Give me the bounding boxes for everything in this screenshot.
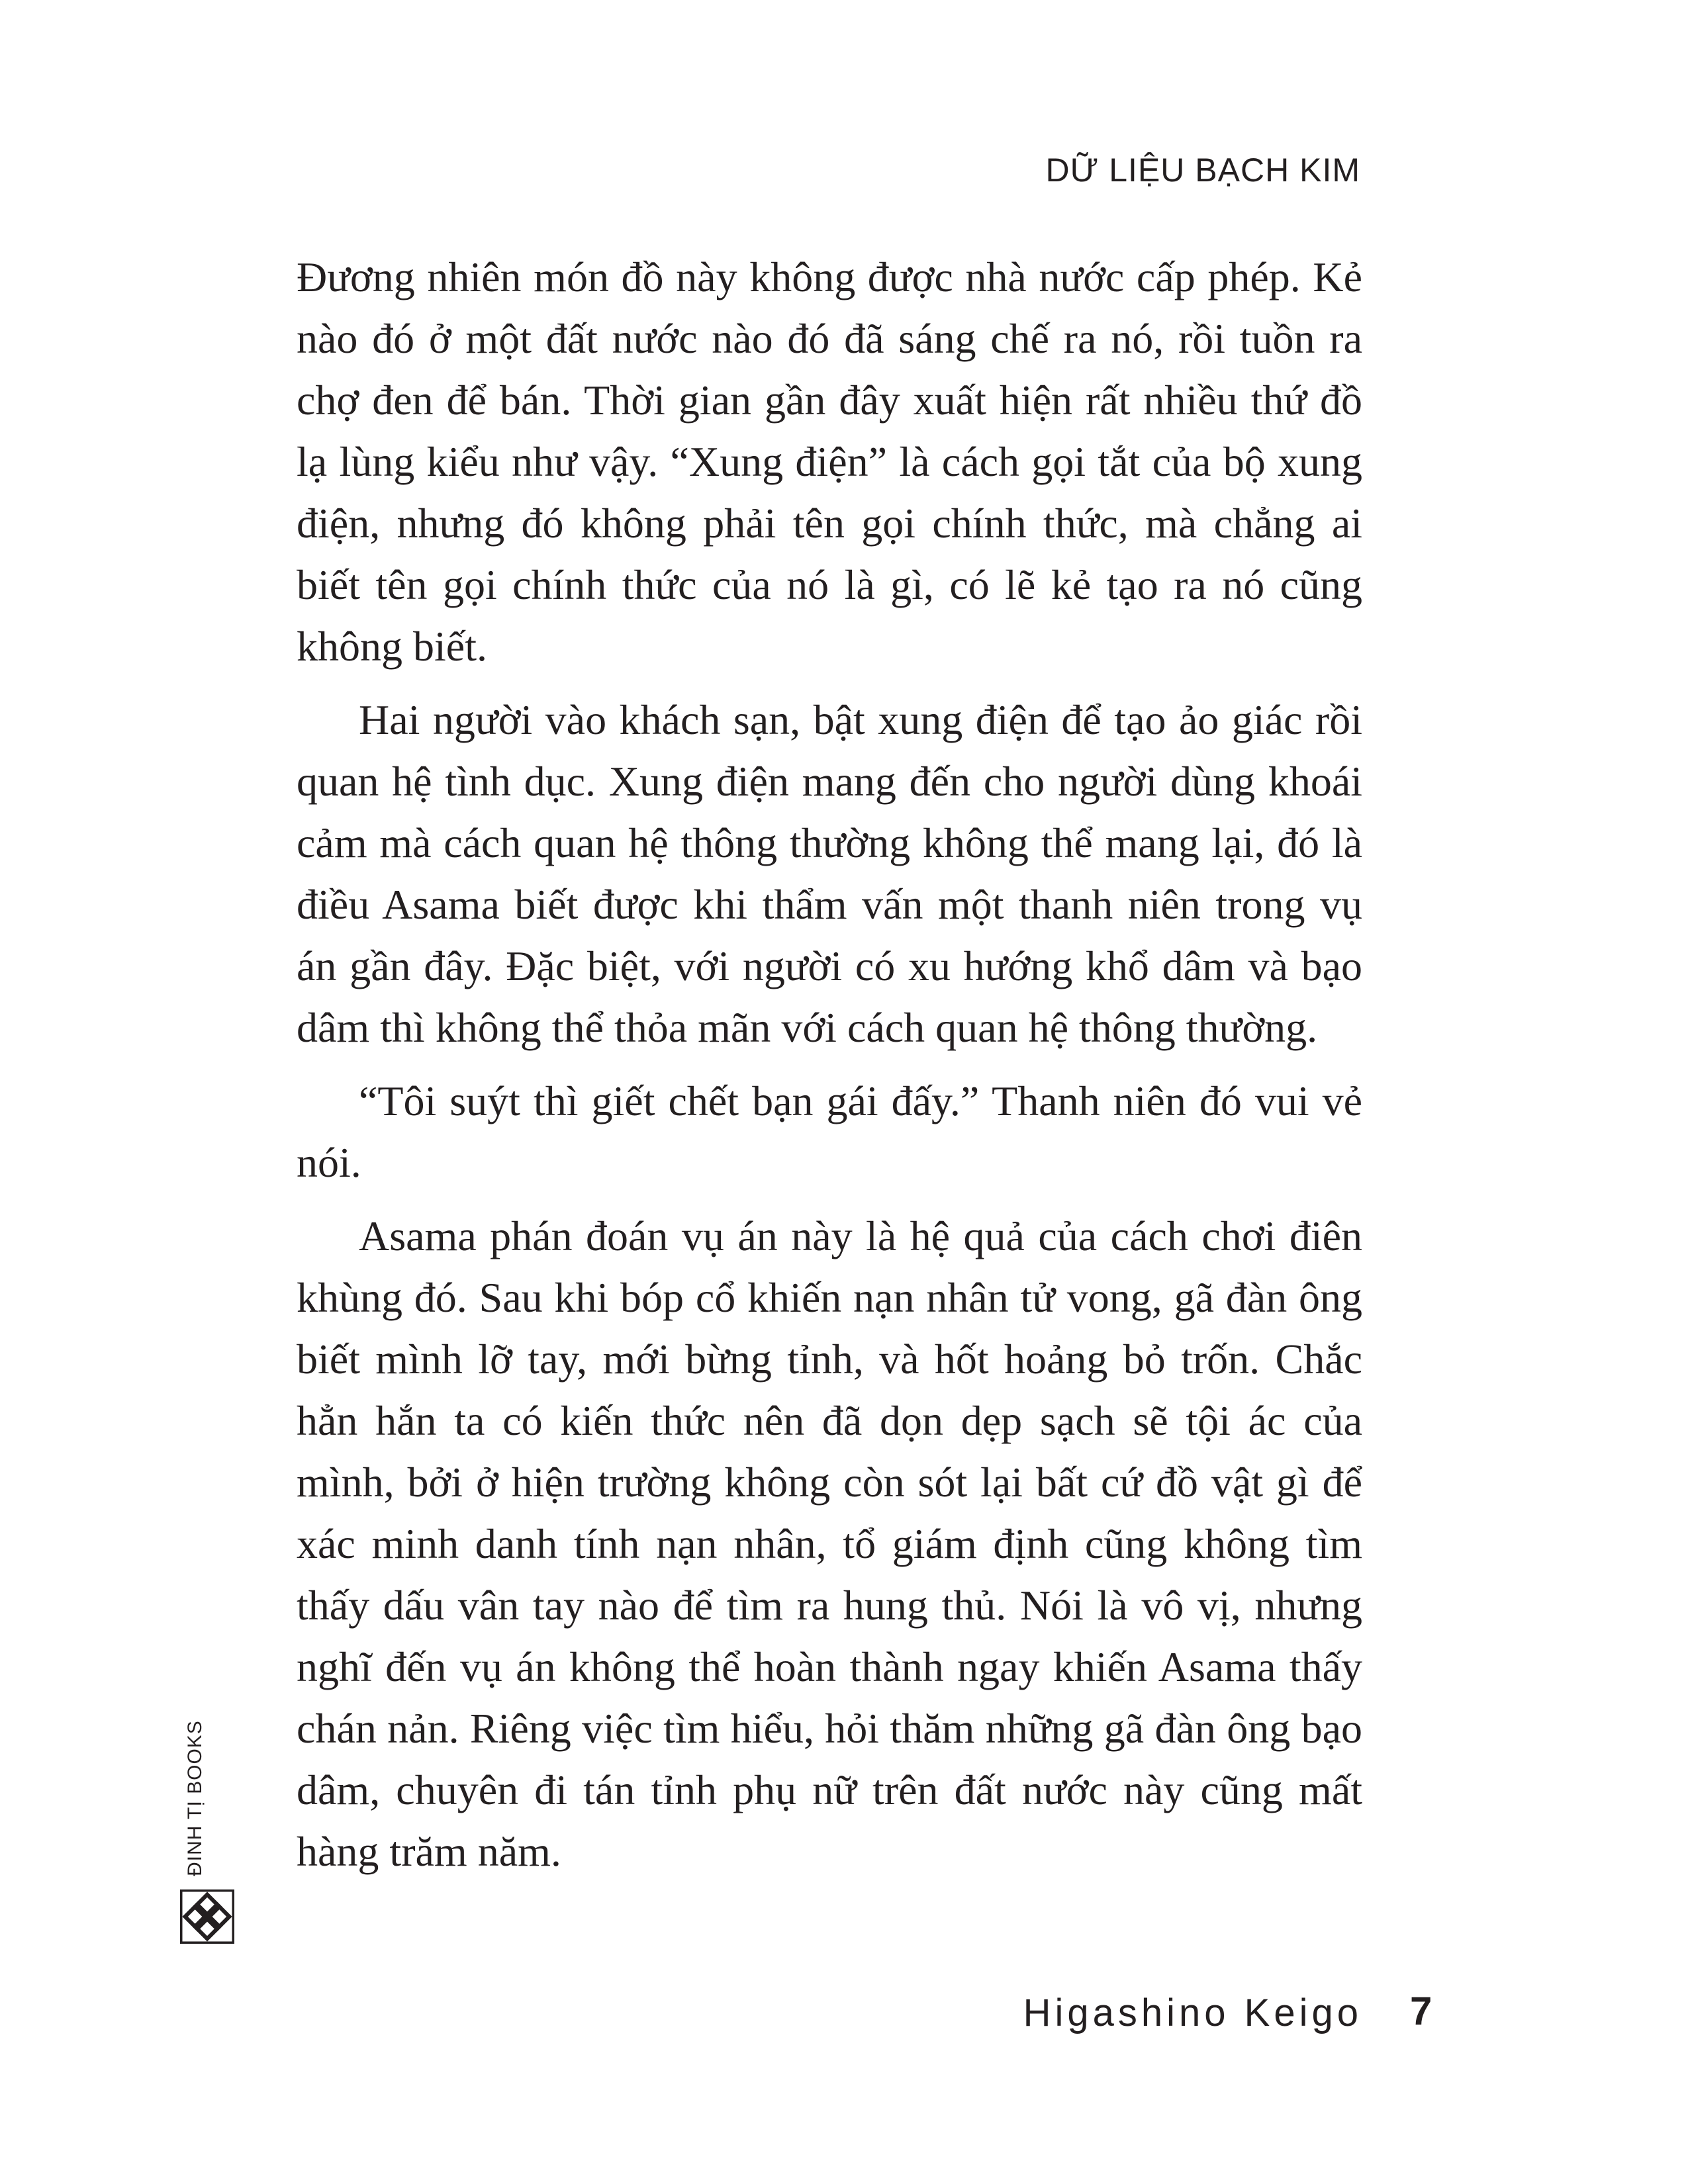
running-title: DỮ LIỆU BẠCH KIM — [1045, 152, 1360, 189]
publisher-logo-icon — [180, 1889, 234, 1944]
paragraph-3: “Tôi suýt thì giết chết bạn gái đấy.” Thanh niên đó vui vẻ nói. — [297, 1077, 1362, 1186]
publisher-name: ĐINH TỊ BOOKS — [184, 1720, 206, 1876]
publisher-mark — [177, 1720, 237, 1949]
paragraph-2: Hai người vào khách sạn, bật xung điện để tạo ảo giác rồi quan hệ tình dục. Xung điện mang đến cho người dùng khoái cảm mà cách quan hệ thông thường không thể mang lại, đó là điều Asama biết được khi thẩm vấn một thanh niên trong vụ án gần đây. Đặc biệt, với người có xu hướng khổ dâm và bạo dâm thì không thể thỏa mãn với cách quan hệ thông thường. — [297, 696, 1362, 1051]
paragraph-1: Đương nhiên món đồ này không được nhà nước cấp phép. Kẻ nào đó ở một đất nước nào đó đã sáng chế ra nó, rồi tuồn ra chợ đen để bán. Thời gian gần đây xuất hiện rất nhiều thứ đồ lạ lùng kiểu như vậy. “Xung điện” là cách gọi tắt của bộ xung điện, nhưng đó không phải tên gọi chính thức, mà chẳng ai biết tên gọi chính thức của nó là gì, có lẽ kẻ tạo ra nó cũng không biết. — [297, 253, 1362, 670]
body-text — [297, 246, 1362, 1894]
footer-author: Higashino Keigo — [1023, 1991, 1362, 2034]
page-number: 7 — [1410, 1989, 1432, 2033]
paragraph-4: Asama phán đoán vụ án này là hệ quả của cách chơi điên khùng đó. Sau khi bóp cổ khiến nạn nhân tử vong, gã đàn ông biết mình lỡ tay, mới bừng tỉnh, và hốt hoảng bỏ trốn. Chắc hẳn hắn ta có kiến thức nên đã dọn dẹp sạch sẽ tội ác của mình, bởi ở hiện trường không còn sót lại bất cứ đồ vật gì để xác minh danh tính nạn nhân, tổ giám định cũng không tìm thấy dấu vân tay nào để tìm ra hung thủ. Nói là vô vị, nhưng nghĩ đến vụ án không thể hoàn thành ngay khiến Asama thấy chán nản. Riêng việc tìm hiểu, hỏi thăm những gã đàn ông bạo dâm, chuyên đi tán tỉnh phụ nữ trên đất nước này cũng mất hàng trăm năm. — [297, 1212, 1362, 1875]
